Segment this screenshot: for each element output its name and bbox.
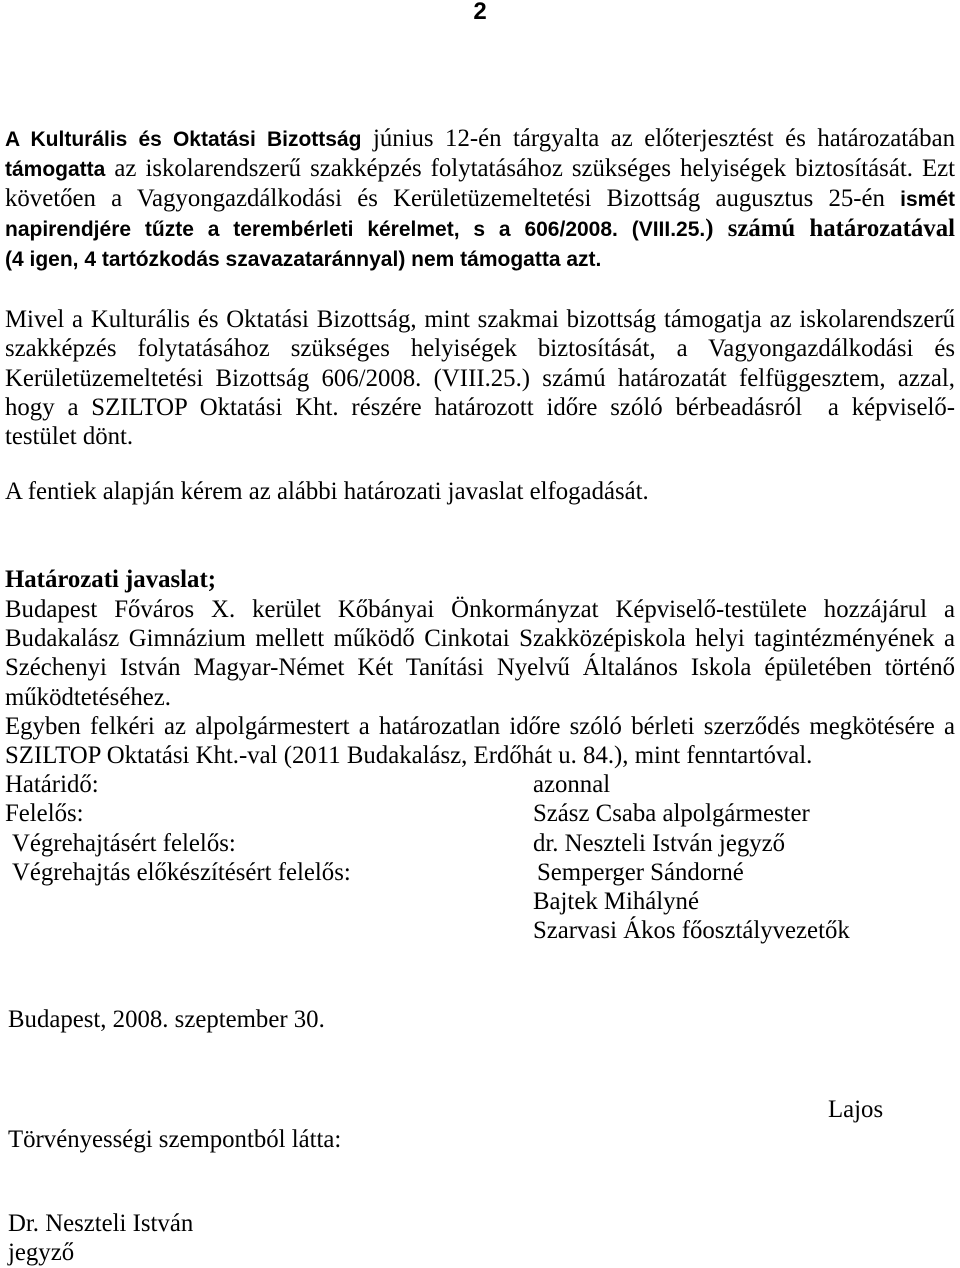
execution-responsible-label: Végrehajtásért felelős: [12,829,236,857]
row-preparation-responsible-3 [5,916,955,945]
consent-line-2: Budakalász Gimnázium mellett működő Cinkotai Szakközépiskola helyi tagintézményének a [5,625,955,653]
preparation-responsible-value-3: Szarvasi Ákos főosztályvezetők [533,917,850,945]
suspension-line-5: testület dönt. [5,423,134,451]
proposal-heading: Határozati javaslat; [5,566,216,593]
mandate-line-2: SZILTOP Oktatási Kht.-val (2011 Budakalász, Erdőhát u. 84.), mint fenntartóval. [5,741,813,769]
row-execution-responsible [5,829,955,858]
request-paragraph: A fentiek alapján kérem az alábbi határozati javaslat elfogadását. [5,478,649,505]
responsibility-table [5,770,955,945]
row-deadline [5,770,955,799]
preparation-responsible-value: Semperger Sándorné [537,858,744,886]
document-date: Budapest, 2008. szeptember 30. [8,1006,325,1033]
execution-responsible-value: dr. Neszteli István jegyző [533,829,786,857]
notary-signature-block [8,1209,193,1267]
mandate-line-1: Egyben felkéri az alpolgármestert a határozatlan időre szóló bérleti szerződés megkötésére a [5,712,955,740]
suspension-line-2: szakképzés folytatásához szükséges helyiségek biztosítását, a Vagyongazdálkodási és [5,335,955,363]
consent-paragraph [5,595,955,712]
consent-line-1: Budapest Főváros X. kerület Kőbányai Önkormányzat Képviselő-testülete hozzájárul a [5,596,955,623]
suspension-line-4: hogy a SZILTOP Oktatási Kht. részére határozott időre szóló bérbeadásról a képviselő- [5,393,955,421]
row-preparation-responsible [5,858,955,887]
row-preparation-responsible-2 [5,887,955,916]
page-number: 2 [473,0,487,25]
mandate-paragraph [5,712,955,770]
suspension-paragraph [5,305,955,451]
committee-history-paragraph [5,124,955,274]
row-responsible [5,799,955,828]
consent-line-3: Széchenyi István Magyar-Német Két Tanítási Nyelvű Általános Iskola épületében történő [5,654,955,682]
vote-result-bold: (4 igen, 4 tartózkodás szavazataránnyal) nem támogatta azt. [5,248,602,271]
text-segment: az iskolarendszerű szakképzés folytatásához szükséges helyiségek biztosítását. Ezt [105,155,955,182]
resolution-bold: ) számú határozatával [705,215,955,242]
supported-bold: támogatta [5,158,106,181]
text-segment: követően a Vagyongazdálkodási és Kerületüzemeltetési Bizottság augusztus 25-én [5,185,901,212]
legality-review-label: Törvényességi szempontból látta: [8,1126,342,1153]
suspension-line-1: Mivel a Kulturális és Oktatási Bizottság, mint szakmai bizottság támogatja az iskolarendszerű [5,306,955,333]
deadline-value: azonnal [533,771,611,799]
intro-line-1 [5,124,955,154]
intro-line-4 [5,214,955,244]
deadline-label: Határidő: [5,771,99,799]
notary-name: Dr. Neszteli István [8,1210,194,1237]
committee-name-bold: A Kulturális és Oktatási Bizottság [5,128,362,151]
responsible-value: Szász Csaba alpolgármester [533,800,810,828]
responsible-label: Felelős: [5,800,84,828]
suspension-line-3: Kerületüzemeltetési Bizottság 606/2008. (VIII.25.) számú határozatát felfüggesztem, azzal, [5,364,955,392]
consent-line-4: működtetéséhez. [5,683,171,711]
notary-title: jegyző [8,1239,75,1266]
again-bold: ismét [900,188,955,211]
preparation-responsible-value-2: Bajtek Mihályné [533,887,699,915]
text-segment: június 12-én tárgyalta az előterjesztést és határozatában [361,125,955,152]
signature-fragment: Lajos [828,1096,884,1123]
intro-line-2 [5,154,955,184]
intro-line-3 [5,184,955,214]
preparation-responsible-label: Végrehajtás előkészítésért felelős: [12,858,351,886]
agenda-bold: napirendjére tűzte a terembérleti kérelmet, s a 606/2008. (VIII.25. [5,218,706,241]
intro-line-5 [5,244,955,274]
